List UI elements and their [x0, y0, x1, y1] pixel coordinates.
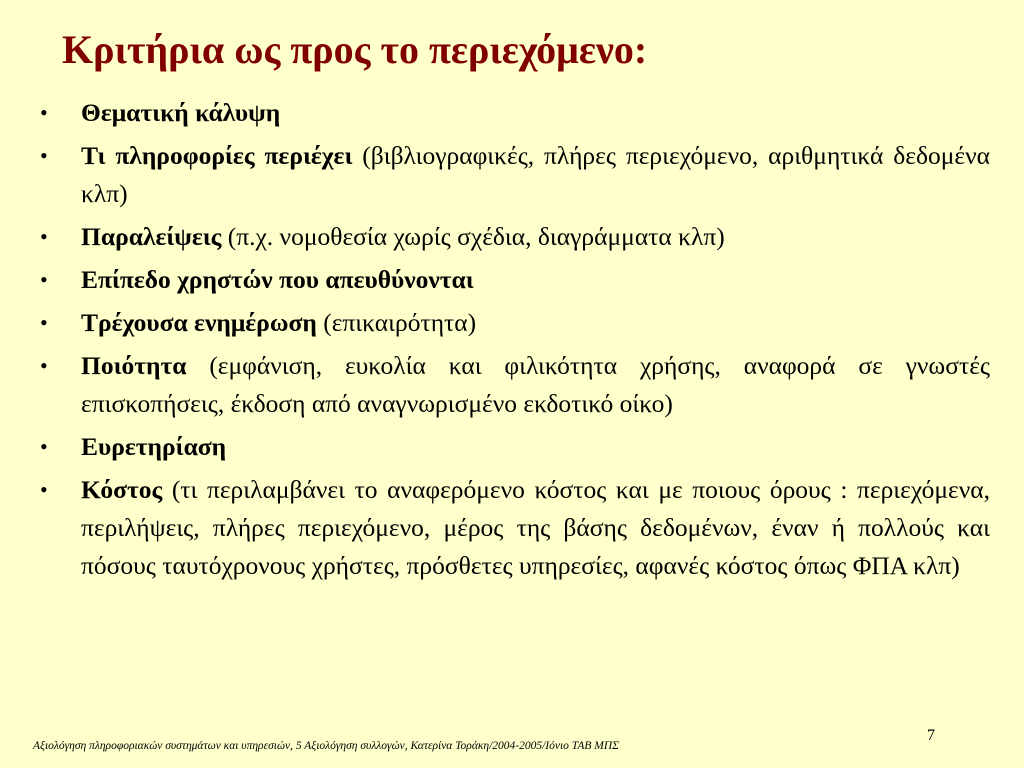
bullet-term: Κόστος	[81, 475, 163, 504]
bullet-term: Ποιότητα	[81, 351, 187, 380]
bullet-detail: (εμφάνιση, ευκολία και φιλικότητα χρήσης, αναφορά σε γνωστές επισκοπήσεις, έκδοση από αναγνωρισμένο εκδοτικό οίκο)	[81, 351, 991, 418]
bullet-item-thematic-coverage	[38, 94, 990, 132]
bullet-icon: •	[40, 267, 48, 292]
bullet-detail: (π.χ. νομοθεσία χωρίς σχέδια, διαγράμματα κλπ)	[227, 222, 725, 251]
bullet-term: Τι πληροφορίες περιέχει	[81, 141, 353, 170]
bullet-detail: (τι περιλαμβάνει το αναφερόμενο κόστος και με ποιους όρους : περιεχόμενα, περιλήψεις, πλήρες περιεχόμενο, μέρος της βάσης δεδομένων, έναν ή πολλούς και πόσους ταυτόχρονους χρήστες, πρόσθετες υπηρεσίες, αφανές κόστος όπως ΦΠΑ κλπ)	[81, 475, 991, 580]
bullet-item-omissions	[38, 218, 990, 256]
bullet-icon: •	[40, 434, 48, 459]
bullet-term: Επίπεδο χρηστών που απευθύνονται	[81, 265, 474, 294]
bullet-item-indexing	[38, 428, 990, 466]
bullet-item-information-content	[38, 137, 990, 213]
bullet-item-cost	[38, 471, 990, 585]
bullet-detail: (βιβλιογραφικές, πλήρες περιεχόμενο, αριθμητικά δεδομένα κλπ)	[81, 141, 991, 208]
bullet-item-user-level	[38, 261, 990, 299]
bullet-icon: •	[40, 224, 48, 249]
bullet-term: Ευρετηρίαση	[81, 432, 227, 461]
bullet-term: Τρέχουσα ενημέρωση	[81, 308, 317, 337]
bullet-icon: •	[40, 143, 48, 168]
bullet-detail: (επικαιρότητα)	[323, 308, 477, 337]
bullet-icon: •	[40, 353, 48, 378]
bullet-list	[38, 94, 990, 590]
bullet-term: Παραλείψεις	[81, 222, 222, 251]
slide-footer: Αξιολόγηση πληροφοριακών συστημάτων και υπηρεσιών, 5 Αξιολόγηση συλλογών, Κατερίνα Τοράκη/2004-2005/Ιόνιο ΤΑΒ ΜΠΣ	[33, 740, 619, 752]
page-number: 7	[927, 727, 935, 744]
bullet-icon: •	[40, 100, 48, 125]
bullet-item-currency	[38, 304, 990, 342]
bullet-term: Θεματική κάλυψη	[81, 98, 281, 127]
slide-title: Κριτήρια ως προς το περιεχόμενο:	[62, 27, 648, 72]
bullet-item-quality	[38, 347, 990, 423]
bullet-icon: •	[40, 477, 48, 502]
bullet-icon: •	[40, 310, 48, 335]
